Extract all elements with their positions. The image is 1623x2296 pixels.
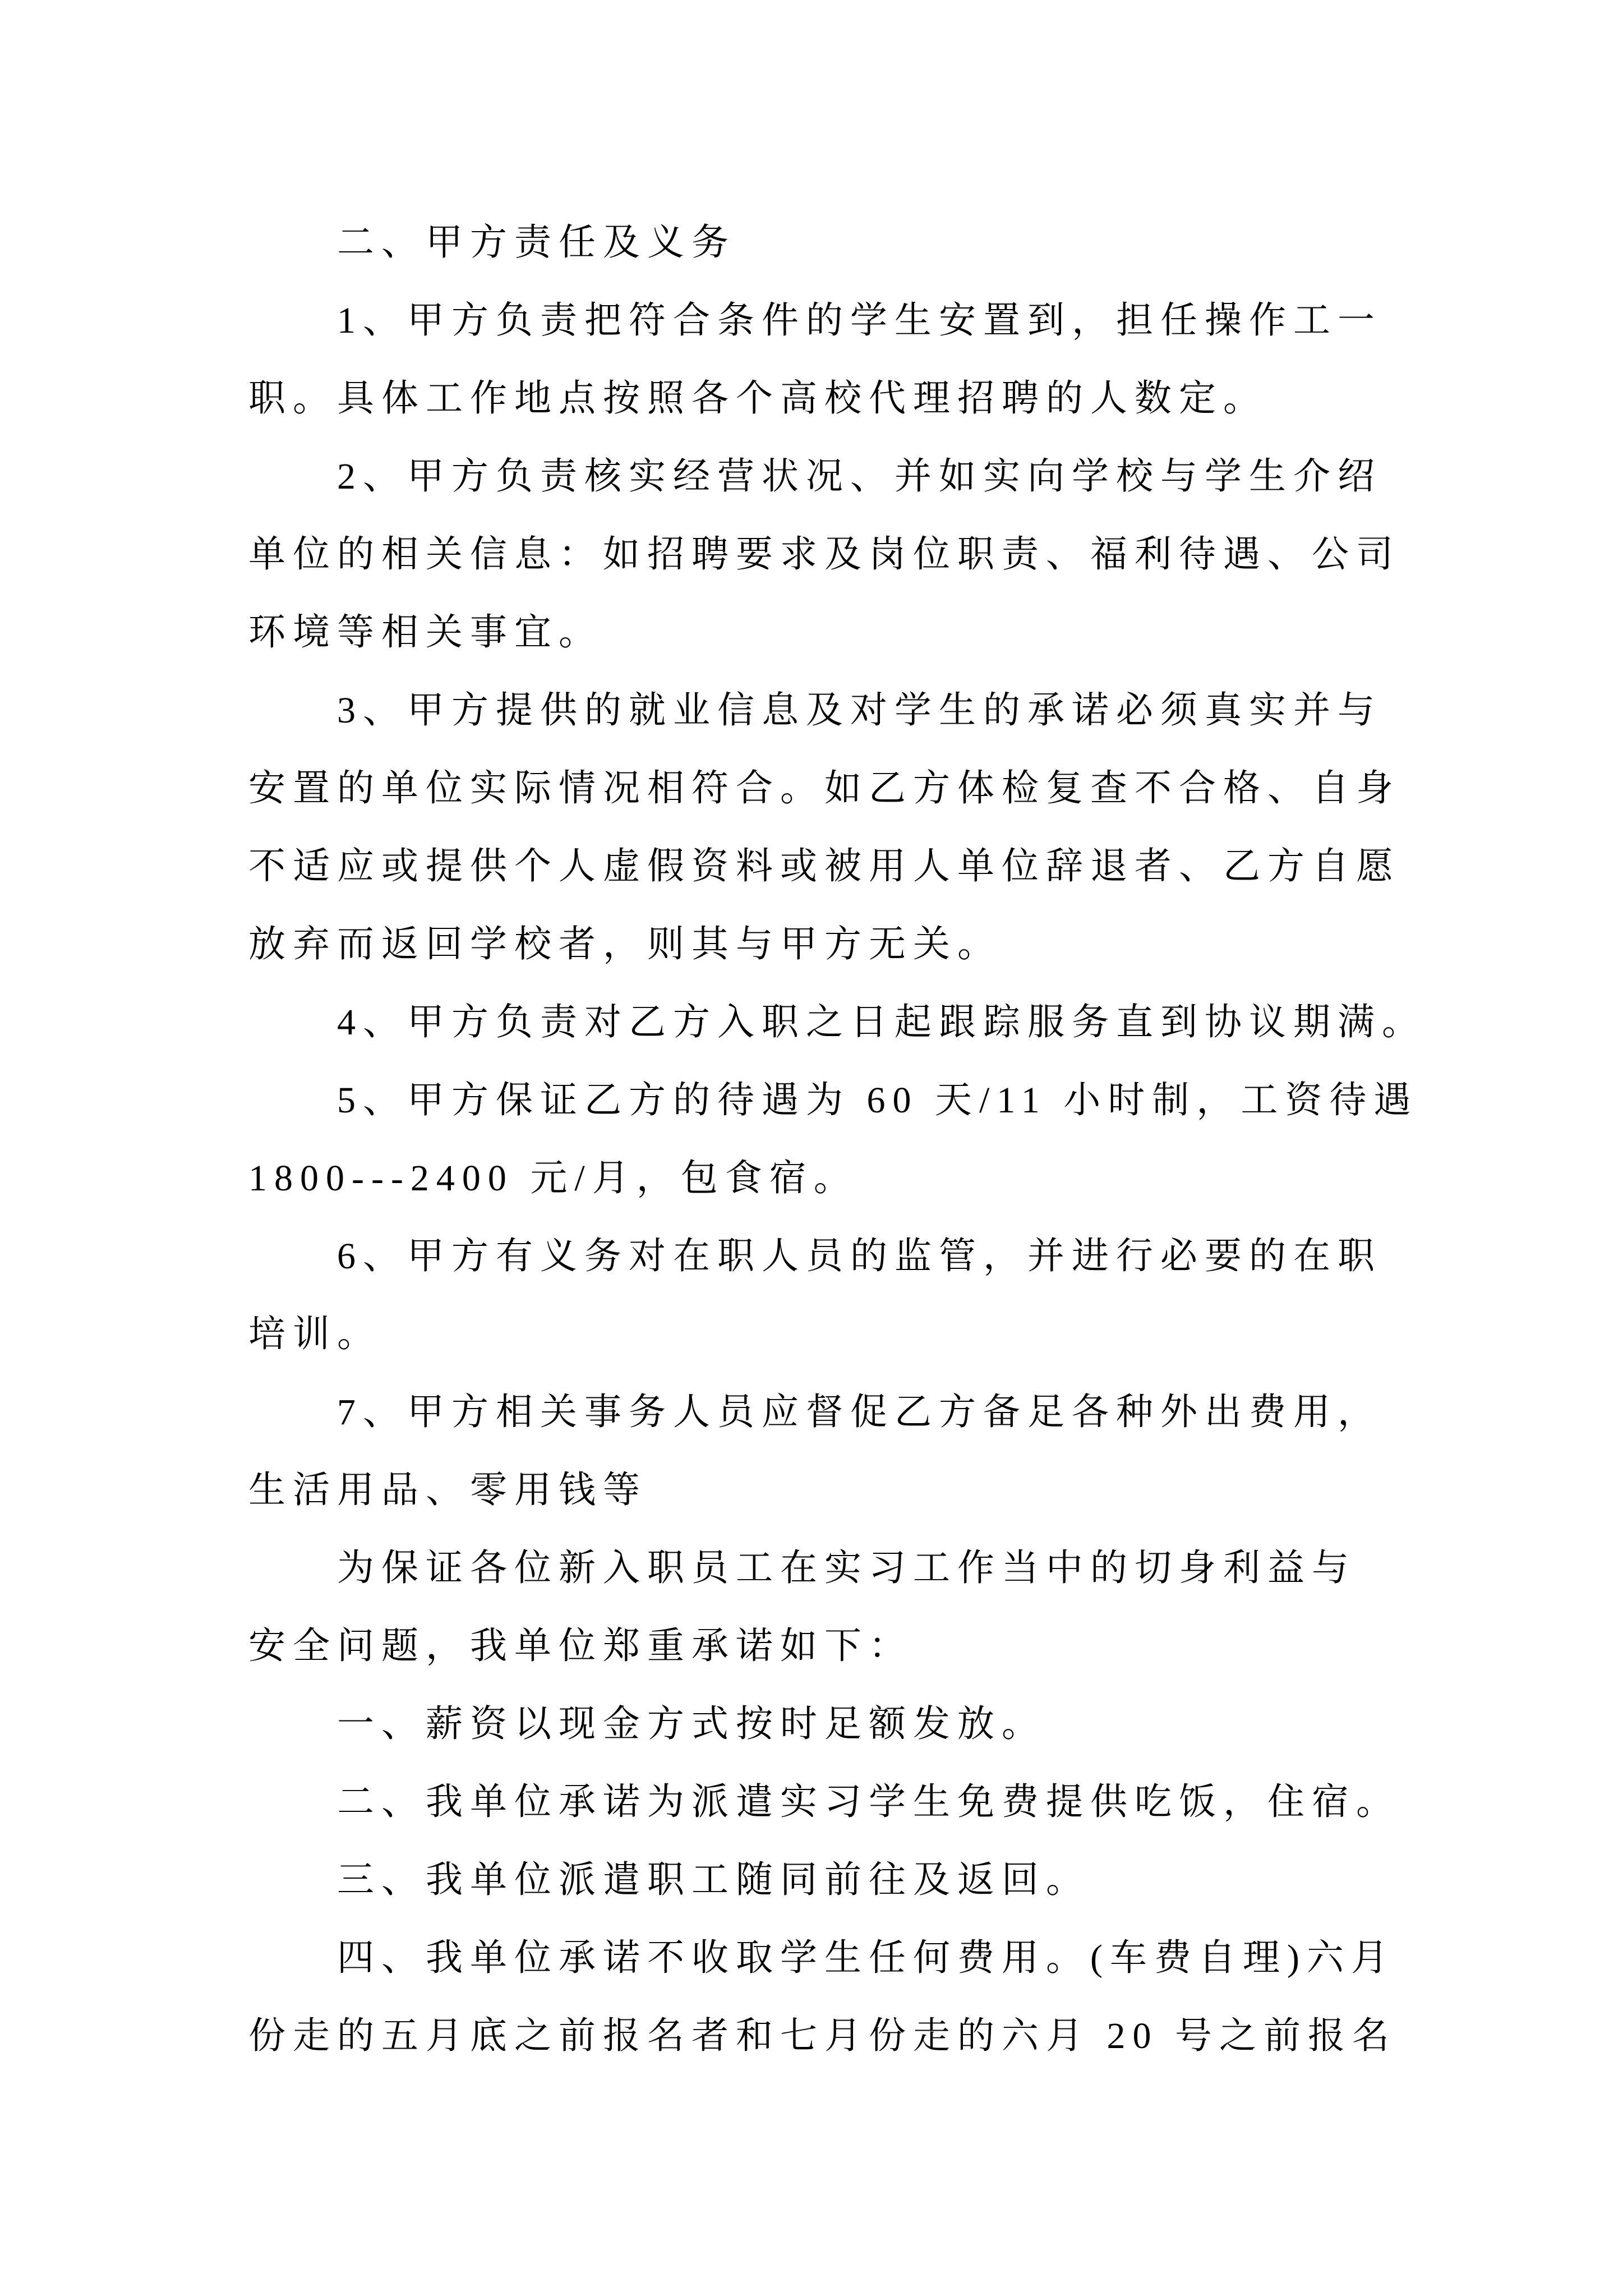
text-line: 一、薪资以现金方式按时足额发放。 [337,1704,1046,1745]
text-line: 单位的相关信息：如招聘要求及岗位职责、福利待遇、公司 [248,534,1400,575]
text-line: 四、我单位承诺不收取学生任何费用。(车费自理)六月 [337,1938,1395,1978]
text-line: 环境等相关事宜。 [248,612,603,653]
text-line: 安置的单位实际情况相符合。如乙方体检复查不合格、自身 [248,768,1400,809]
text-line: 7、甲方相关事务人员应督促乙方备足各种外出费用， [337,1392,1382,1433]
text-line: 6、甲方有义务对在职人员的监管，并进行必要的在职 [337,1236,1382,1277]
text-line: 不适应或提供个人虚假资料或被用人单位辞退者、乙方自愿 [248,846,1400,887]
text-line: 5、甲方保证乙方的待遇为 60 天/11 小时制，工资待遇 [337,1080,1418,1121]
text-line: 为保证各位新入职员工在实习工作当中的切身利益与 [337,1548,1356,1589]
text-line: 2、甲方负责核实经营状况、并如实向学校与学生介绍 [337,456,1382,497]
text-line: 1800---2400 元/月，包食宿。 [248,1158,858,1199]
text-line: 1、甲方负责把符合条件的学生安置到，担任操作工一 [337,300,1382,341]
text-line: 培训。 [248,1314,381,1355]
text-line: 三、我单位派遣职工随同前往及返回。 [337,1860,1090,1901]
text-line: 安全问题，我单位郑重承诺如下： [248,1626,913,1667]
text-line: 职。具体工作地点按照各个高校代理招聘的人数定。 [248,378,1267,419]
text-line: 3、甲方提供的就业信息及对学生的承诺必须真实并与 [337,690,1382,731]
document-text-block [248,204,1471,2075]
text-line: 二、甲方责任及义务 [337,222,736,263]
text-line: 生活用品、零用钱等 [248,1470,647,1511]
text-line: 二、我单位承诺为派遣实习学生免费提供吃饭，住宿。 [337,1782,1400,1823]
text-line: 4、甲方负责对乙方入职之日起跟踪服务直到协议期满。 [337,1002,1426,1043]
text-line: 放弃而返回学校者，则其与甲方无关。 [248,924,1002,965]
text-line: 份走的五月底之前报名者和七月份走的六月 20 号之前报名 [248,2016,1396,2056]
